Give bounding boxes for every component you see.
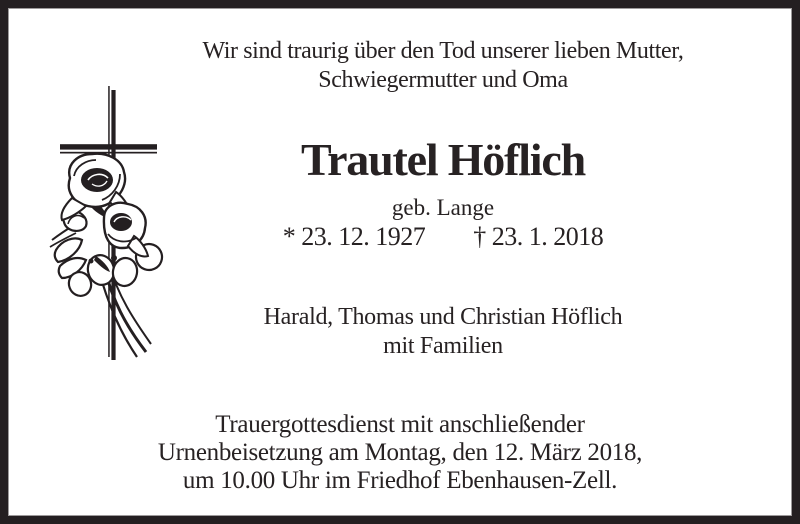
service-line-2: Urnenbeisetzung am Montag, den 12. März 2018, [157,439,643,466]
birth-date: * 23. 12. 1927 [282,222,426,251]
deceased-name: Trautel Höflich [301,134,585,185]
life-dates [90,222,796,252]
intro-line-1: Wir sind traurig über den Tod unserer lieben Mutter, [202,38,684,64]
service-line-1: Trauergottesdienst mit anschließender [215,411,585,438]
maiden-name: geb. Lange [391,195,495,220]
mourners-line-1: Harald, Thomas und Christian Höflich [263,304,623,330]
intro-text [90,37,796,95]
mourners-text [90,303,796,361]
intro-line-2: Schwiegermutter und Oma [318,67,568,93]
mourners-line-2: mit Familien [383,333,503,359]
service-line-3: um 10.00 Uhr im Friedhof Ebenhausen-Zell. [182,467,618,494]
service-info [8,411,792,495]
death-date: † 23. 1. 2018 [473,222,604,251]
